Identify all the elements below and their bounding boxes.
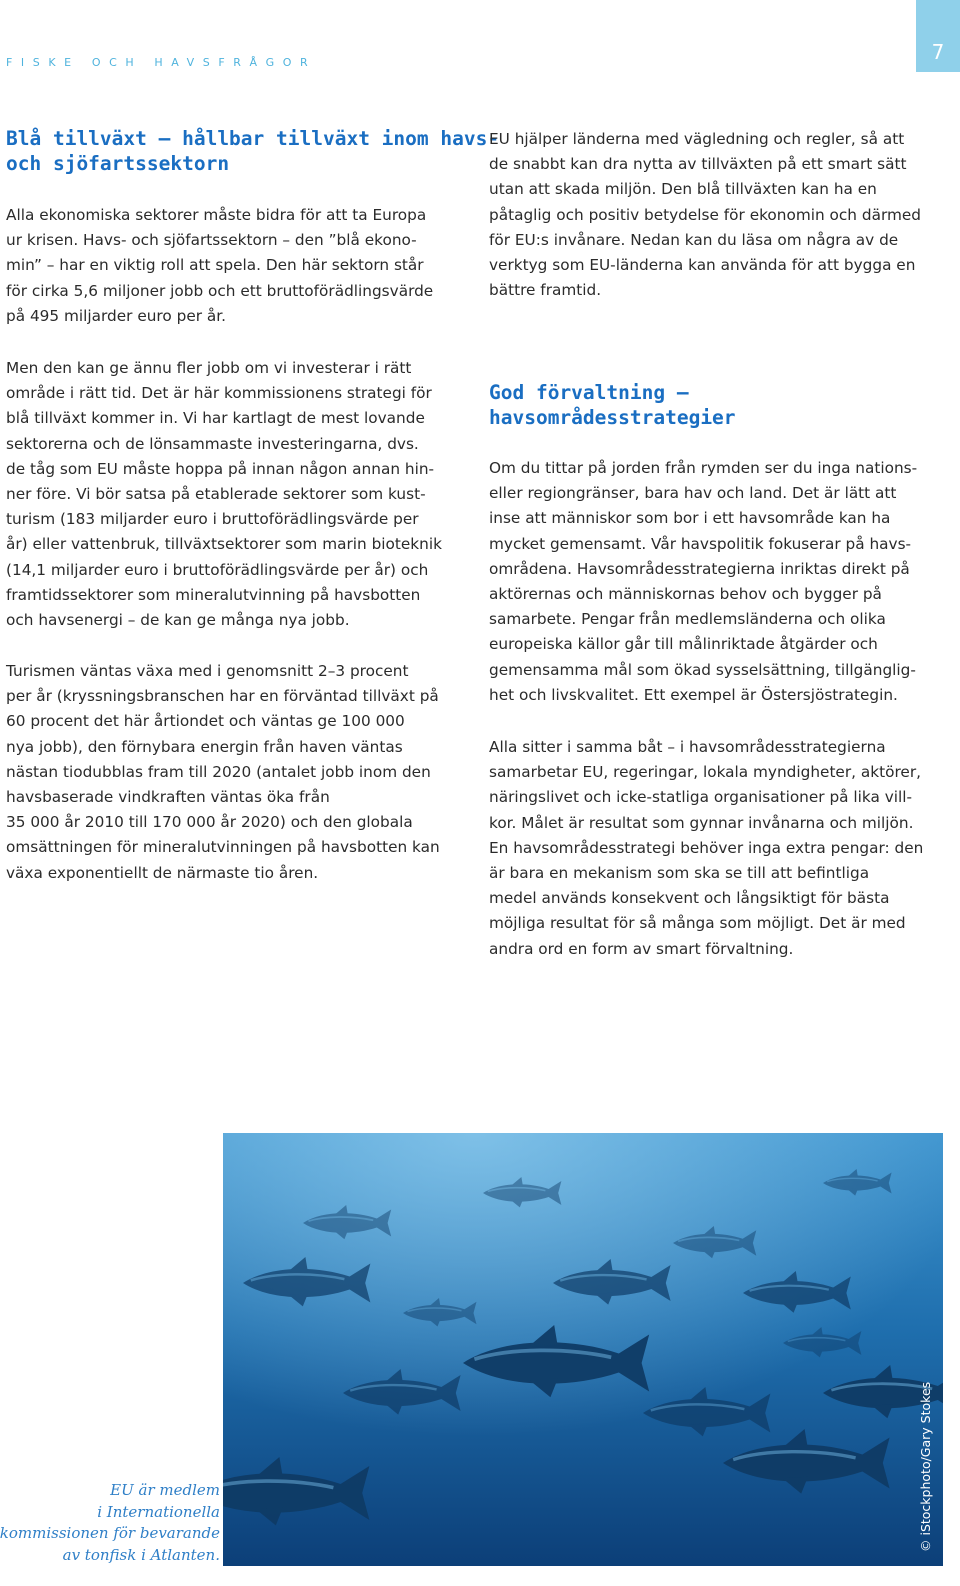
text-line: nästan tiodubblas fram till 2020 (antalet jobb inom den	[6, 762, 431, 781]
text-line: havsbaserade vindkraften väntas öka från	[6, 788, 330, 807]
text-line: Alla ekonomiska sektorer måste bidra för att ta Europa	[6, 206, 427, 224]
text-line: turism (183 miljarder euro i bruttoförädlingsvärde per	[6, 510, 419, 529]
text-line: växa exponentiellt de närmaste tio åren.	[6, 863, 319, 882]
left-paragraph-1	[6, 203, 464, 329]
text-line: bättre framtid.	[489, 281, 602, 300]
text-line: de tåg som EU måste hoppa på innan någon annan hin-	[6, 459, 435, 478]
text-line: eller regiongränser, bara hav och land. Det är lätt att	[489, 484, 897, 503]
heading-line: Blå tillväxt – hållbar tillväxt inom havs-	[6, 127, 500, 150]
text-line: gemensamma mål som ökad sysselsättning, tillgänglig-	[489, 660, 916, 679]
text-line: utan att skada miljön. Den blå tillväxten kan ha en	[489, 180, 877, 199]
text-line: (14,1 miljarder euro i bruttoförädlingsvärde per år) och	[6, 560, 429, 579]
text-line: Alla sitter i samma båt – i havsområdesstrategierna	[489, 738, 886, 756]
text-line: på 495 miljarder euro per år.	[6, 306, 226, 325]
heading-line: havsområdesstrategier	[489, 406, 736, 429]
text-line: är bara en mekanism som ska se till att befintliga	[489, 864, 870, 883]
text-line: omsättningen för mineralutvinningen på havsbotten kan	[6, 838, 440, 857]
caption-line: EU är medlem	[110, 1481, 220, 1499]
heading-line: God förvaltning –	[489, 381, 689, 404]
photo-caption	[0, 1480, 220, 1566]
text-line: år) eller vattenbruk, tillväxtsektorer som marin bioteknik	[6, 535, 442, 554]
text-line: inse att människor som bor i ett havsområde kan ha	[489, 509, 891, 528]
right-heading	[489, 380, 736, 430]
text-line: Men den kan ge ännu fler jobb om vi investerar i rätt	[6, 359, 412, 377]
text-line: verktyg som EU-länderna kan använda för att bygga en	[489, 256, 916, 275]
text-line: Turismen väntas växa med i genomsnitt 2–3 procent	[6, 662, 409, 680]
text-line: ner före. Vi bör satsa på etablerade sektorer som kust-	[6, 485, 426, 504]
left-paragraph-2	[6, 356, 464, 633]
text-line: aktörernas och människornas behov och bygger på	[489, 585, 882, 604]
text-line: möjliga resultat för så många som möjligt. Det är med	[489, 914, 906, 933]
text-line: och havsenergi – de kan ge många nya jobb.	[6, 611, 350, 630]
tuna-school-illustration	[223, 1133, 943, 1566]
caption-line: av tonfisk i Atlanten.	[62, 1545, 220, 1564]
text-line: för EU:s invånare. Nedan kan du läsa om några av de	[489, 230, 899, 249]
caption-line: i Internationella	[97, 1502, 220, 1521]
text-line: sektorerna och de lönsammaste investeringarna, dvs.	[6, 434, 419, 453]
text-line: kor. Målet är resultat som gynnar invånarna och miljön.	[489, 813, 914, 832]
caption-line: kommissionen för bevarande	[0, 1524, 220, 1542]
heading-line: och sjöfartssektorn	[6, 152, 230, 175]
text-line: het och livskvalitet. Ett exempel är Östersjöstrategin.	[489, 685, 898, 704]
text-line: europeiska källor går till målinriktade åtgärder och	[489, 635, 878, 654]
text-line: 35 000 år 2010 till 170 000 år 2020) och den globala	[6, 813, 413, 832]
text-line: per år (kryssningsbranschen har en förväntad tillväxt på	[6, 687, 439, 706]
left-paragraph-3	[6, 659, 464, 886]
left-heading	[6, 126, 499, 176]
photo-credit: © iStockphoto/Gary Stokes	[918, 1381, 933, 1552]
text-line: område i rätt tid. Det är här kommissionens strategi för	[6, 384, 432, 403]
text-line: påtaglig och positiv betydelse för ekonomin och därmed	[489, 205, 921, 224]
text-line: 60 procent det här årtiondet och väntas ge 100 000	[6, 712, 405, 731]
text-line: EU hjälper länderna med vägledning och regler, så att	[489, 130, 905, 148]
text-line: samarbete. Pengar från medlemsländerna och olika	[489, 610, 886, 629]
text-line: framtidssektorer som mineralutvinning på havsbotten	[6, 585, 421, 604]
text-line: Om du tittar på jorden från rymden ser du inga nations-	[489, 459, 918, 477]
text-line: de snabbt kan dra nytta av tillväxten på ett smart sätt	[489, 155, 907, 174]
right-paragraph-3	[489, 735, 944, 962]
tuna-school-photo	[223, 1133, 943, 1566]
text-line: ur krisen. Havs- och sjöfartssektorn – den ”blå ekono-	[6, 231, 417, 250]
page-number: 7	[931, 40, 945, 64]
text-line: för cirka 5,6 miljoner jobb och ett bruttoförädlingsvärde	[6, 281, 434, 300]
text-line: samarbetar EU, regeringar, lokala myndigheter, aktörer,	[489, 763, 921, 782]
text-line: blå tillväxt kommer in. Vi har kartlagt de mest lovande	[6, 409, 425, 428]
text-line: mycket gemensamt. Vår havspolitik fokuserar på havs-	[489, 534, 912, 553]
page-number-box	[916, 0, 960, 72]
text-line: nya jobb), den förnybara energin från haven väntas	[6, 737, 403, 756]
text-line: näringslivet och icke-statliga organisationer på lika vill-	[489, 788, 913, 807]
right-paragraph-1	[489, 127, 944, 303]
text-line: andra ord en form av smart förvaltning.	[489, 939, 794, 958]
text-line: medel används konsekvent och långsiktigt för bästa	[489, 889, 890, 908]
right-paragraph-2	[489, 456, 944, 708]
text-line: min” – har en viktig roll att spela. Den här sektorn står	[6, 256, 424, 275]
text-line: En havsområdesstrategi behöver inga extra pengar: den	[489, 838, 924, 857]
text-line: områdena. Havsområdesstrategierna inriktas direkt på	[489, 559, 910, 578]
section-label: FISKE OCH HAVSFRÅGOR	[6, 56, 317, 69]
